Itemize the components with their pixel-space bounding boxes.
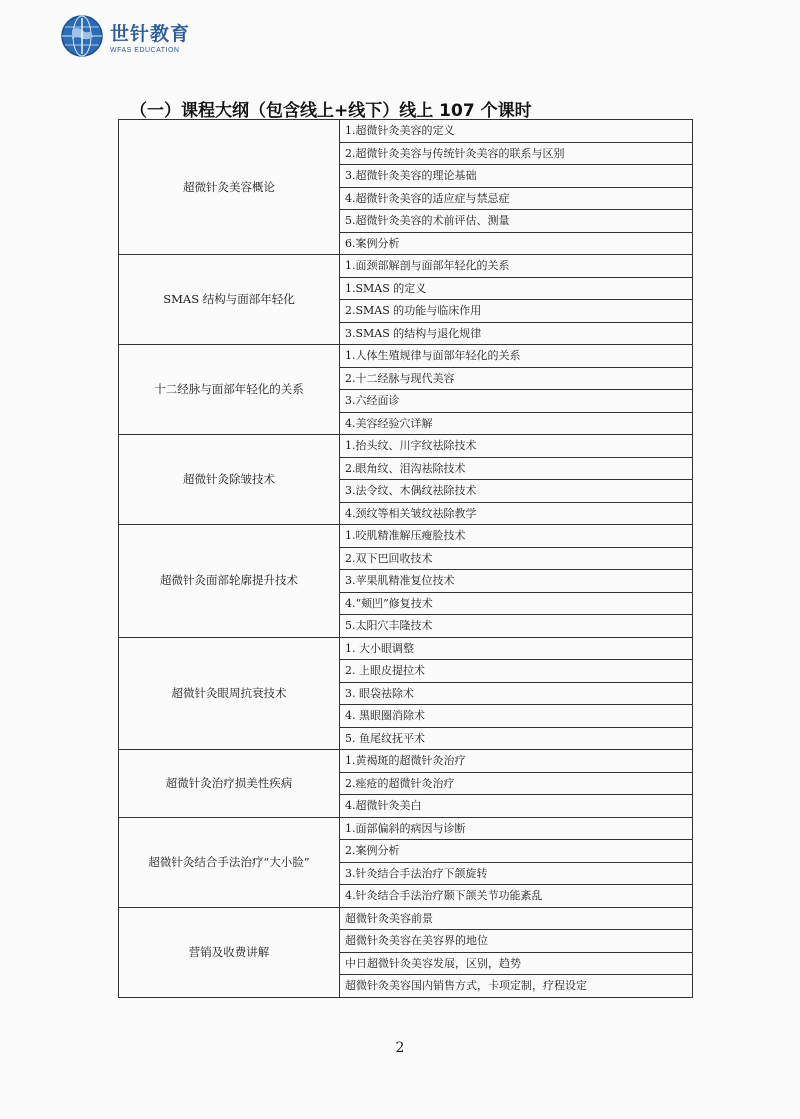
topic-item: 2.SMAS 的功能与临床作用 bbox=[340, 300, 693, 323]
table-row bbox=[119, 907, 693, 930]
topic-item: 2.案例分析 bbox=[340, 840, 693, 863]
page-number: 2 bbox=[395, 1040, 405, 1056]
globe-logo-icon bbox=[60, 14, 104, 58]
topic-item: 4.针灸结合手法治疗颞下颌关节功能紊乱 bbox=[340, 885, 693, 908]
topic-item: 4.超微针灸美白 bbox=[340, 795, 693, 818]
topic-item: 超微针灸美容前景 bbox=[340, 907, 693, 930]
module-title: 超微针灸治疗损美性疾病 bbox=[119, 750, 340, 818]
topic-item: 4. 黑眼圈消除术 bbox=[340, 705, 693, 728]
module-title: SMAS 结构与面部年轻化 bbox=[119, 255, 340, 345]
topic-item: 6.案例分析 bbox=[340, 232, 693, 255]
topic-item: 1.面颈部解剖与面部年轻化的关系 bbox=[340, 255, 693, 278]
topic-item: 2.超微针灸美容与传统针灸美容的联系与区别 bbox=[340, 142, 693, 165]
module-title: 超微针灸结合手法治疗“大小脸” bbox=[119, 817, 340, 907]
table-row bbox=[119, 817, 693, 840]
topic-item: 5.超微针灸美容的术前评估、测量 bbox=[340, 210, 693, 233]
topic-item: 1.面部偏斜的病因与诊断 bbox=[340, 817, 693, 840]
module-title: 营销及收费讲解 bbox=[119, 907, 340, 997]
topic-item: 3. 眼袋祛除术 bbox=[340, 682, 693, 705]
module-title: 超微针灸眼周抗衰技术 bbox=[119, 637, 340, 750]
table-row bbox=[119, 525, 693, 548]
topic-item: 3.六经面诊 bbox=[340, 390, 693, 413]
course-outline-table bbox=[118, 119, 693, 998]
module-title: 超微针灸美容概论 bbox=[119, 120, 340, 255]
topic-item: 1.超微针灸美容的定义 bbox=[340, 120, 693, 143]
topic-item: 超微针灸美容国内销售方式，卡项定制，疗程设定 bbox=[340, 975, 693, 998]
topic-item: 3.SMAS 的结构与退化规律 bbox=[340, 322, 693, 345]
topic-item: 5.太阳穴丰隆技术 bbox=[340, 615, 693, 638]
module-title: 十二经脉与面部年轻化的关系 bbox=[119, 345, 340, 435]
table-row bbox=[119, 255, 693, 278]
topic-item: 4.美容经验穴详解 bbox=[340, 412, 693, 435]
module-title: 超微针灸除皱技术 bbox=[119, 435, 340, 525]
topic-item: 1.咬肌精准解压瘦脸技术 bbox=[340, 525, 693, 548]
topic-item: 5. 鱼尾纹抚平术 bbox=[340, 727, 693, 750]
topic-item: 1. 大小眼调整 bbox=[340, 637, 693, 660]
table-row bbox=[119, 637, 693, 660]
topic-item: 2.十二经脉与现代美容 bbox=[340, 367, 693, 390]
logo bbox=[60, 14, 190, 58]
topic-item: 1.SMAS 的定义 bbox=[340, 277, 693, 300]
topic-item: 1.黄褐斑的超微针灸治疗 bbox=[340, 750, 693, 773]
module-title: 超微针灸面部轮廓提升技术 bbox=[119, 525, 340, 638]
topic-item: 4.超微针灸美容的适应症与禁忌症 bbox=[340, 187, 693, 210]
topic-item: 2.痤疮的超微针灸治疗 bbox=[340, 772, 693, 795]
topic-item: 中日超微针灸美容发展，区别，趋势 bbox=[340, 952, 693, 975]
topic-item: 超微针灸美容在美容界的地位 bbox=[340, 930, 693, 953]
topic-item: 3.超微针灸美容的理论基础 bbox=[340, 165, 693, 188]
topic-item: 2.眼角纹、泪沟祛除技术 bbox=[340, 457, 693, 480]
table-row bbox=[119, 750, 693, 773]
topic-item: 2.双下巴回收技术 bbox=[340, 547, 693, 570]
topic-item: 4.“颊凹”修复技术 bbox=[340, 592, 693, 615]
topic-item: 4.颈纹等相关皱纹祛除教学 bbox=[340, 502, 693, 525]
table-row bbox=[119, 345, 693, 368]
logo-name-en: WFAS EDUCATION bbox=[110, 46, 180, 54]
table-row bbox=[119, 120, 693, 143]
topic-item: 3.法令纹、木偶纹祛除技术 bbox=[340, 480, 693, 503]
topic-item: 3.苹果肌精准复位技术 bbox=[340, 570, 693, 593]
logo-name-cn: 世针教育 bbox=[110, 22, 191, 45]
topic-item: 1.人体生殖规律与面部年轻化的关系 bbox=[340, 345, 693, 368]
section-heading: （一）课程大纲（包含线上+线下）线上 107 个课时 bbox=[130, 101, 532, 121]
table-row bbox=[119, 435, 693, 458]
topic-item: 3.针灸结合手法治疗下颌旋转 bbox=[340, 862, 693, 885]
topic-item: 1.抬头纹、川字纹祛除技术 bbox=[340, 435, 693, 458]
topic-item: 2. 上眼皮提拉术 bbox=[340, 660, 693, 683]
